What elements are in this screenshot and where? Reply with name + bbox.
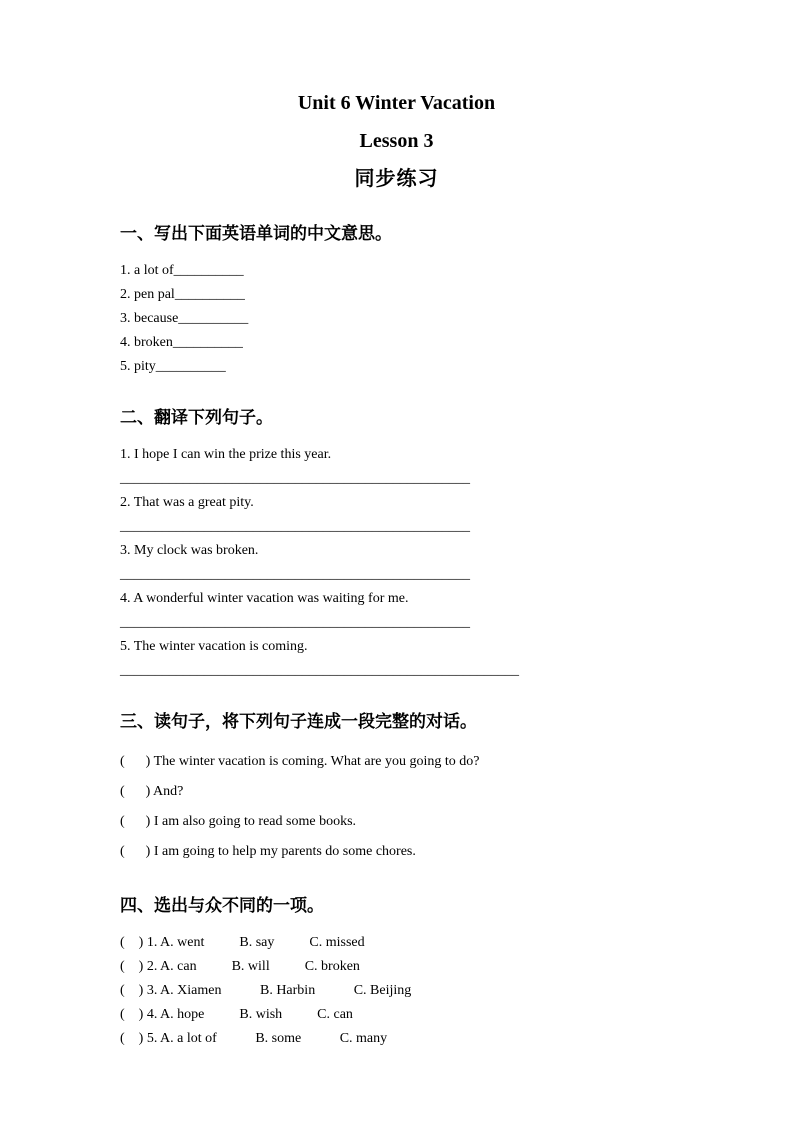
section3-item-4: ( ) I am going to help my parents do some chores. [120,844,416,859]
section1-item-1: 1. a lot of__________ [120,263,244,278]
title-unit: Unit 6 Winter Vacation [297,92,496,114]
section3-item-3: ( ) I am also going to read some books. [120,814,357,829]
section2-answer-line-1: __________________________________________________ [120,471,470,486]
section2-sentence-4: 4. A wonderful winter vacation was waiting for me. [120,591,409,606]
section2-sentence-1: 1. I hope I can win the prize this year. [120,447,332,462]
section4-item-3: ( ) 3. A. Xiamen B. Harbin C. Beijing [120,983,412,998]
section2-sentence-2: 2. That was a great pity. [120,495,254,510]
section2-answer-line-4: __________________________________________________ [120,615,470,630]
title-subtitle: 同步练习 [354,168,439,190]
section4-item-1: ( ) 1. A. went B. say C. missed [120,935,365,950]
section2-answer-line-3: __________________________________________________ [120,567,470,582]
section2-heading: 二、翻译下列句子。 [120,408,273,427]
section4-item-4: ( ) 4. A. hope B. wish C. can [120,1007,353,1022]
section2-answer-line-5: _________________________________________________________ [120,663,519,678]
section3-item-1: ( ) The winter vacation is coming. What are you going to do? [120,754,480,769]
section4-item-5: ( ) 5. A. a lot of B. some C. many [120,1031,388,1046]
section2-answer-line-2: __________________________________________________ [120,519,470,534]
section2-body [120,443,673,683]
section2-sentence-5: 5. The winter vacation is coming. [120,639,308,654]
section3-item-2: ( ) And? [120,784,184,799]
section1-item-5: 5. pity__________ [120,359,226,374]
section1-item-4: 4. broken__________ [120,335,243,350]
section1-heading: 一、写出下面英语单词的中文意思。 [120,224,392,243]
section1-item-2: 2. pen pal__________ [120,287,245,302]
section1-item-3: 3. because__________ [120,311,249,326]
title-lesson: Lesson 3 [359,130,434,152]
section4-item-2: ( ) 2. A. can B. will C. broken [120,959,360,974]
section4-heading: 四、选出与众不同的一项。 [120,896,324,915]
section3-heading: 三、读句子，将下列句子连成一段完整的对话。 [120,712,477,731]
section2-sentence-3: 3. My clock was broken. [120,543,259,558]
